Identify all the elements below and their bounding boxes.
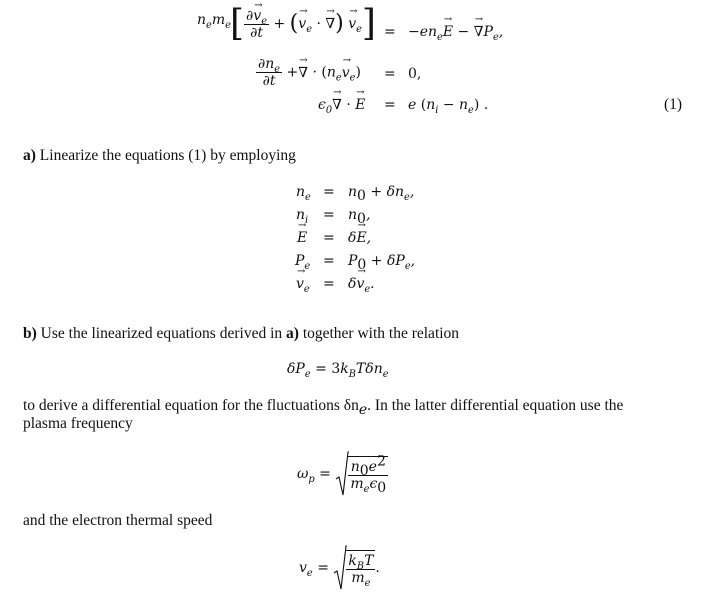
subst-ve-rhs: $\delta\to v_e$. (348, 276, 375, 292)
sqrt-sign (335, 451, 349, 497)
part-b-paragraph-1-end: . In the latter differential equation use the (367, 397, 624, 414)
part-b-ref-label: a) (286, 325, 299, 342)
subst-E-rhs: δ→ E, (348, 230, 371, 246)
subst-ni-eq: = (323, 207, 335, 223)
subst-ve: → $v_e$ (296, 276, 310, 292)
subst-ne-eq: = (323, 184, 335, 200)
subst-Pe: $P_e$ (295, 253, 311, 272)
part-b-paragraph-1-text: to derive a differential equation for the fluctuations δn (23, 397, 359, 414)
part-b-paragraph-3: and the electron thermal speed (23, 512, 213, 529)
part-b-text-after: together with the relation (302, 325, 460, 342)
eq-momentum-bracket: [ $\frac{\partial\to v_e}{\partial t}$ + (→ $v_e$ · → ∇) → $v_e$] (230, 6, 376, 42)
eq-continuity-rhs: 0, (408, 66, 422, 82)
eq-pressure-relation: $\delta P_e = 3k_BT\delta n_e$ (287, 361, 389, 380)
part-a-text: Linearize the equations (1) by employing (39, 147, 296, 164)
part-b-paragraph-2: plasma frequency (23, 415, 133, 432)
part-a-instruction (23, 146, 296, 166)
subst-ni-rhs: $n_0$, (348, 207, 371, 227)
subst-ve-eq: = (323, 276, 335, 292)
eq-thermal-speed: $v_e$ = $\frac{k_BT}{m_e}$ . (299, 545, 380, 591)
subst-ne: $n_e$ (296, 184, 311, 203)
subst-Pe-rhs: $P_0 + \delta P_e$, (348, 253, 416, 273)
eq-momentum-equals: = (384, 24, 396, 40)
equation-number: (1) (664, 96, 683, 113)
part-b-text-before: Use the linearized equations derived in (40, 325, 283, 342)
eq-momentum-rhs: $-en_e\to E$ − → $\nabla P_e$, (408, 24, 503, 40)
subst-E: → E (297, 230, 307, 246)
part-b-instruction (23, 324, 459, 344)
part-a-label: a) (23, 147, 36, 164)
eq-gauss-lhs: $\epsilon_0\to$ ∇ · → E (318, 97, 365, 113)
part-b-label: b) (23, 325, 37, 342)
eq-continuity-lhs: $\frac{\partial n_e}{\partial t}$ +→ ∇ · $(n_e\to v_e)$ (256, 56, 361, 89)
eq-gauss-rhs: e $(n_i - n_e)$ . (408, 97, 489, 116)
subst-E-eq: = (323, 230, 335, 246)
eq-gauss-equals: = (384, 97, 396, 113)
subst-ne-rhs: $n_0 + \delta n_e$, (348, 184, 415, 204)
sqrt-sign-2 (333, 545, 347, 591)
part-b-paragraph-1: to derive a differential equation for the fluctuations $\delta n_e$. In the latter differential equation use the (23, 397, 624, 419)
subst-Pe-eq: = (323, 253, 335, 269)
subst-ni: $n_i$ (296, 207, 309, 226)
eq-continuity-equals: = (384, 66, 396, 82)
eq-momentum-lhs: $n_em_e$ (197, 12, 231, 31)
eq-plasma-frequency: $\omega_p$ = $\frac{n_0e^2}{m_e\epsilon_0}$ (297, 451, 388, 497)
